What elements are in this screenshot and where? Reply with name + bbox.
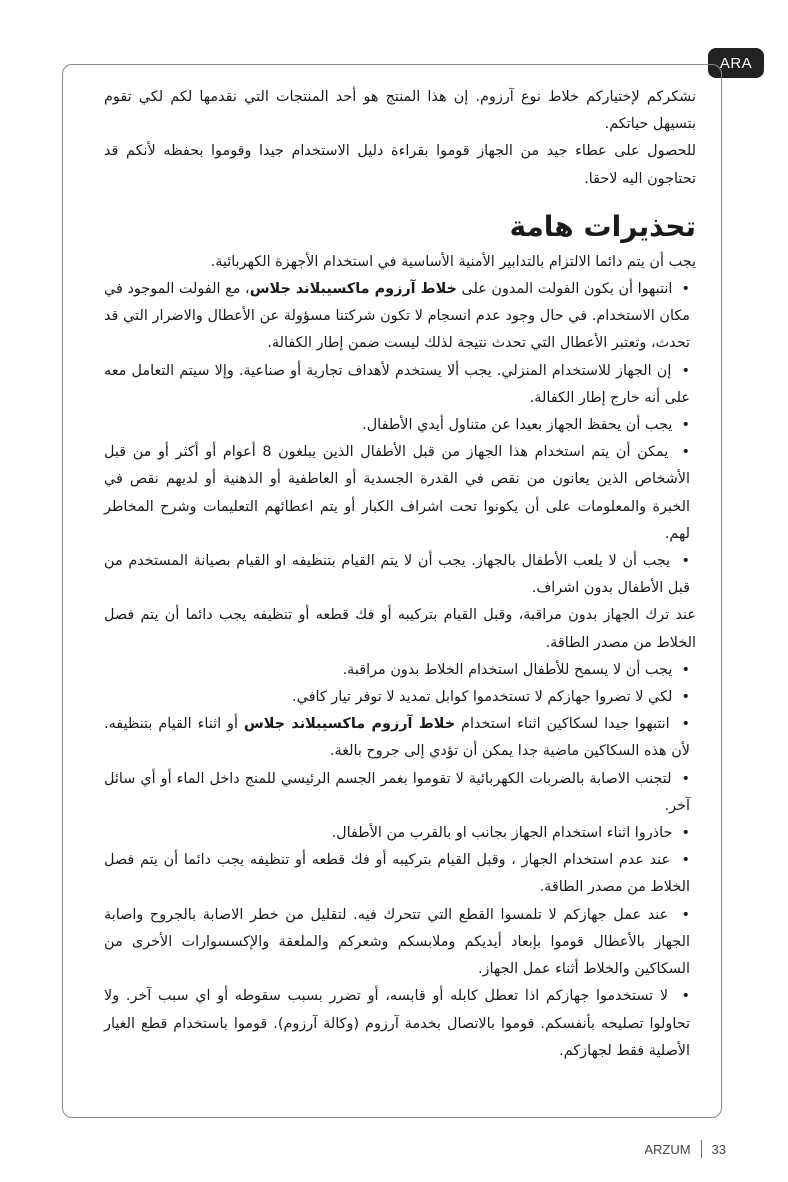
warning-item: • لتجنب الاصابة بالضربات الكهربائية لا تقوموا بغمر الجسم الرئيسي للمنج داخل الماء أو أي سائل آخر. [104,766,696,820]
footer-divider [701,1140,702,1158]
language-tab: ARA [708,48,764,78]
warning-item: • حاذروا اثناء استخدام الجهاز بجانب او بالقرب من الأطفال. [104,820,696,847]
warning-item: • انتبهوا جيدا لسكاكين اثناء استخدام خلاط آرزوم ماكسيبلاند جلاس أو اثناء القيام بتنظيفه. لأن هذه السكاكين ماضية جدا يمكن أن تؤدي إلى جروح بالغة. [104,711,696,765]
warning-item: • يجب أن يحفظ الجهاز بعيدا عن متناول أيدي الأطفال. [104,412,696,439]
intro-paragraph-2: للحصول على عطاء جيد من الجهاز قوموا بقراءة دليل الاستخدام جيدا وقوموا بحفظه لأنكم قد تحتاجون اليه لاحقا. [104,143,696,187]
warning-item: • يمكن أن يتم استخدام هذا الجهاز من قبل الأطفال الذين يبلغون 8 أعوام أو أكثر أو من قبل الأشخاص الذين يعانون من نقص في القدرة الجسدية أو العاطفية أو الذهنية أو لديهم نقص في الخبرة والمعلومات على أن يكونوا تحت اشراف الكبار أو يتم اعطائهم التعليمات وشرح المخاطر لهم. [104,439,696,548]
brand-name: ARZUM [644,1141,691,1157]
warning-item: • لا تستخدموا جهازكم اذا تعطل كابله أو قابسه، أو تضرر بسبب سقوطه أو اي سبب آخر. ولا تحاولوا تصليحه بأنفسكم. قوموا بالاتصال بخدمة آرزوم (وكالة آرزوم). قوموا باستخدام قطع الغيار الأصلية فقط لجهازكم. [104,983,696,1065]
product-name: خلاط آرزوم ماكسيبلاند جلاس [243,716,456,733]
product-name: خلاط آرزوم ماكسيبلاند جلاس [249,281,457,298]
manual-text [104,84,696,1065]
intro-paragraph-1: نشكركم لإختياركم خلاط نوع آرزوم. إن هذا المنتج هو أحد المنتجات التي نقدمها لكم لكي تقوم بتسيهل حياتكم. [104,89,696,133]
lead-paragraph: يجب أن يتم دائما الالتزام بالتدابير الأمنية الأساسية في استخدام الأجهزة الكهربائية. [210,253,696,270]
warning-item: • عند عدم استخدام الجهاز ، وقبل القيام بتركيبه أو فك قطعه أو تنظيفه يجب دائما أن يتم فصل الخلاط من مصدر الطاقة. [104,847,696,901]
page-number: 33 [711,1141,726,1157]
page-footer [644,1139,726,1159]
paragraph: عند ترك الجهاز بدون مراقبة، وقبل القيام بتركيبه أو فك قطعه أو تنظيفه يجب دائما أن يتم فصل الخلاط من مصدر الطاقة. [104,607,696,651]
warning-item: • يجب أن لا يلعب الأطفال بالجهاز. يجب أن لا يتم القيام بتنظيفه او القيام بصيانة المستخدم من قبل الأطفال بدون اشراف. [104,548,696,602]
warning-item: • لكي لا تضروا جهازكم لا تستخدموا كوابل تمديد لا توفر تيار كافي. [104,684,696,711]
warning-item: • انتبهوا أن يكون الفولت المدون على خلاط آرزوم ماكسيبلاند جلاس، مع الفولت الموجود في مكان الاستخدام. في حال وجود عدم انسجام لا تكون شركتنا مسؤولة عن الأعطال والاضرار التي قد تحدث، وتعتبر الأعطال التي تحدث نتيجة لذلك ليست ضمن إطار الكفالة. [104,276,696,358]
section-heading: تحذيرات هامة [509,209,696,243]
warning-item: • عند عمل جهازكم لا تلمسوا القطع التي تتحرك فيه. لتقليل من خطر الاصابة بالجروح واصابة الجهاز بالأعطال قوموا بإبعاد أيديكم وملابسكم وشعركم والملعقة والإكسسوارات الأخرى من السكاكين والخلاط أثناء عمل الجهاز. [104,902,696,984]
warning-item: • يجب أن لا يسمح للأطفال استخدام الخلاط بدون مراقبة. [104,657,696,684]
warning-item: • إن الجهاز للاستخدام المنزلي. يجب ألا يستخدم لأهداف تجارية أو صناعية. وإلا سيتم التعامل معه على أنه خارج إطار الكفالة. [104,358,696,412]
